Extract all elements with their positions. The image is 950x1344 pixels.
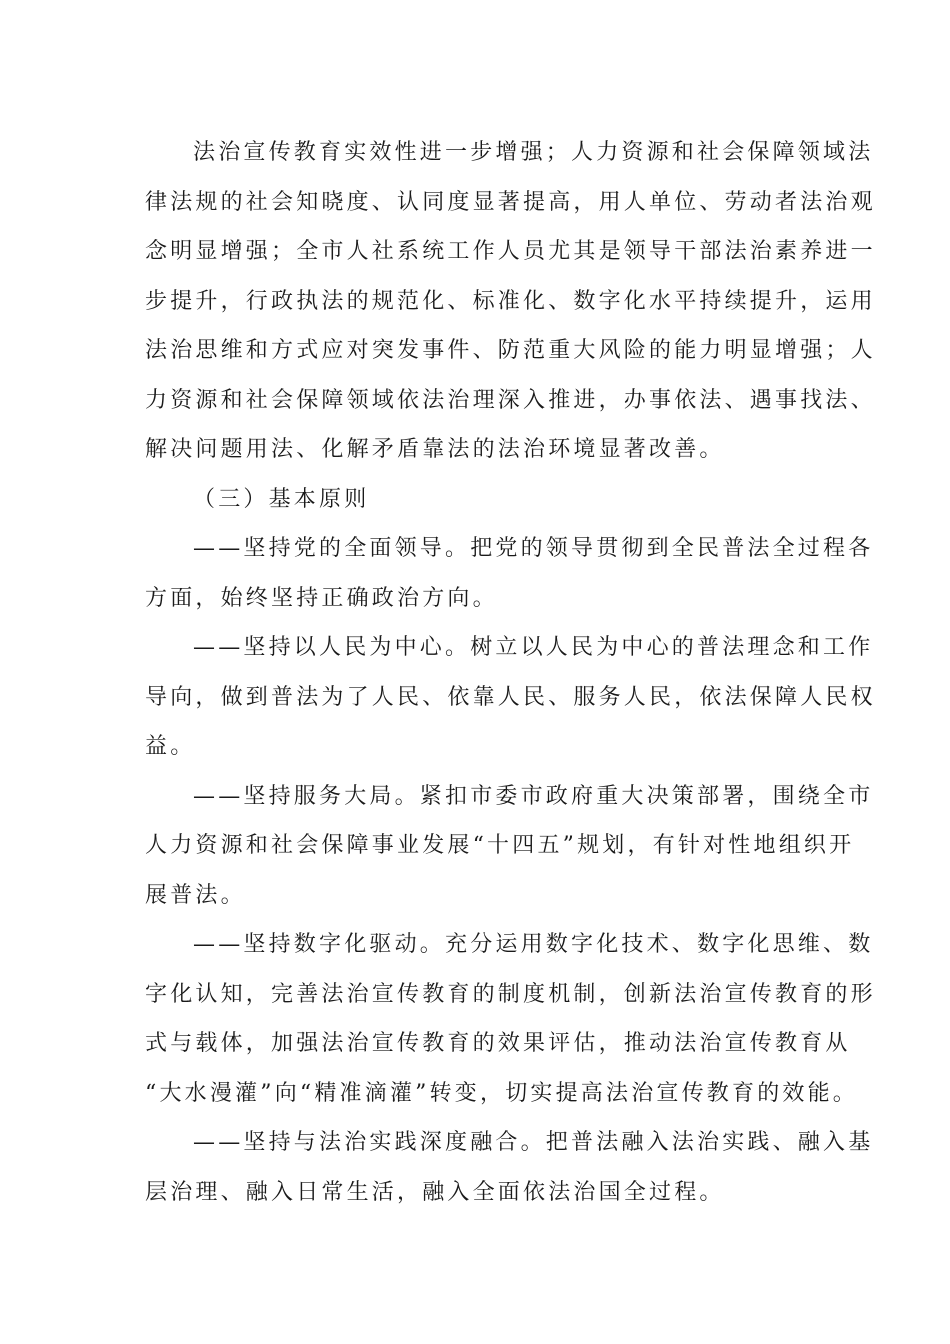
- text-line: ——坚持数字化驱动。充分运用数字化技术、数字化思维、数: [193, 932, 874, 957]
- text-line: 法治思维和方式应对突发事件、防范重大风险的能力明显增强；人: [145, 338, 876, 363]
- text-line: 字化认知，完善法治宣传教育的制度机制，创新法治宣传教育的形: [145, 981, 876, 1007]
- text-line: 导向，做到普法为了人民、依靠人民、服务人民，依法保障人民权: [145, 684, 876, 710]
- text-line: ——坚持党的全面领导。把党的领导贯彻到全民普法全过程各: [193, 536, 874, 561]
- text-line: 步提升，行政执法的规范化、标准化、数字化水平持续提升，运用: [145, 288, 876, 314]
- text-line: ——坚持服务大局。紧扣市委市政府重大决策部署，围绕全市: [193, 783, 874, 809]
- text-line: 层治理、融入日常生活，融入全面依法治国全过程。: [145, 1179, 725, 1205]
- text-line: ——坚持以人民为中心。树立以人民为中心的普法理念和工作: [193, 635, 874, 660]
- text-line: 方面，始终坚持正确政治方向。: [145, 585, 498, 611]
- text-line: 解决问题用法、化解矛盾靠法的法治环境显著改善。: [145, 437, 725, 462]
- text-line: （三）基本原则: [193, 486, 370, 512]
- text-line: 念明显增强；全市人社系统工作人员尤其是领导干部法治素养进一: [145, 239, 876, 264]
- text-line: ——坚持与法治实践深度融合。把普法融入法治实践、融入基: [193, 1130, 874, 1155]
- text-line: 益。: [145, 734, 196, 759]
- text-line: 展普法。: [145, 882, 246, 908]
- body-text: [145, 128, 876, 1217]
- text-line: 式与载体，加强法治宣传教育的效果评估，推动法治宣传教育从: [145, 1031, 851, 1056]
- text-line: 人力资源和社会保障事业发展“十四五”规划，有针对性地组织开: [145, 833, 855, 858]
- text-line: 力资源和社会保障领域依法治理深入推进，办事依法、遇事找法、: [145, 387, 876, 413]
- text-line: 律法规的社会知晓度、认同度显著提高，用人单位、劳动者法治观: [145, 189, 876, 215]
- text-line: 法治宣传教育实效性进一步增强；人力资源和社会保障领域法: [193, 140, 874, 165]
- text-line: “大水漫灌”向“精准滴灌”转变，切实提高法治宣传教育的效能。: [145, 1080, 858, 1106]
